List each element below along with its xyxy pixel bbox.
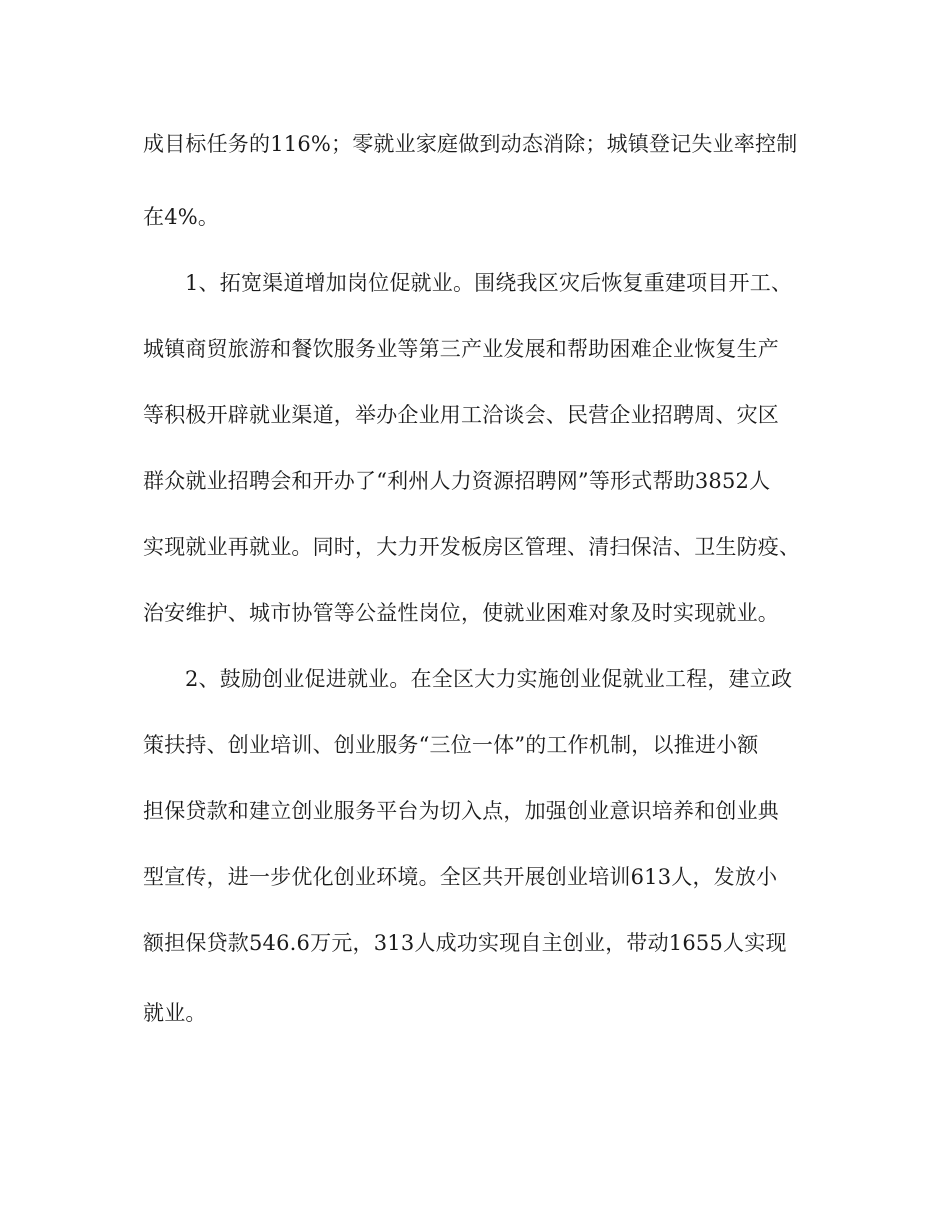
paragraph-2-first-line: 2、鼓励创业促进就业。在全区大力实施创业促就业工程，建立政 (185, 667, 793, 691)
text-line-12: 型宣传，进一步优化创业环境。全区共开展创业培训613人，发放小 (143, 865, 778, 889)
text-line-2: 在4%。 (143, 205, 220, 229)
text-line-4: 城镇商贸旅游和餐饮服务业等第三产业发展和帮助困难企业恢复生产 (143, 337, 779, 361)
text-line-6: 群众就业招聘会和开办了“利州人力资源招聘网”等形式帮助3852人 (143, 469, 771, 493)
text-line-11: 担保贷款和建立创业服务平台为切入点，加强创业意识培养和创业典 (143, 799, 779, 823)
text-line-14: 就业。 (143, 1001, 207, 1025)
text-line-13: 额担保贷款546.6万元，313人成功实现自主创业，带动1655人实现 (143, 931, 787, 955)
text-line-1: 成目标任务的116%；零就业家庭做到动态消除；城镇登记失业率控制 (143, 132, 798, 156)
text-line-7: 实现就业再就业。同时，大力开发板房区管理、清扫保洁、卫生防疫、 (143, 535, 801, 559)
text-line-5: 等积极开辟就业渠道，举办企业用工洽谈会、民营企业招聘周、灾区 (143, 403, 779, 427)
text-line-10: 策扶持、创业培训、创业服务“三位一体”的工作机制，以推进小额 (143, 733, 759, 757)
text-line-8: 治安维护、城市协管等公益性岗位，使就业困难对象及时实现就业。 (143, 601, 779, 625)
paragraph-1-first-line: 1、拓宽渠道增加岗位促就业。围绕我区灾后恢复重建项目开工、 (185, 271, 793, 295)
